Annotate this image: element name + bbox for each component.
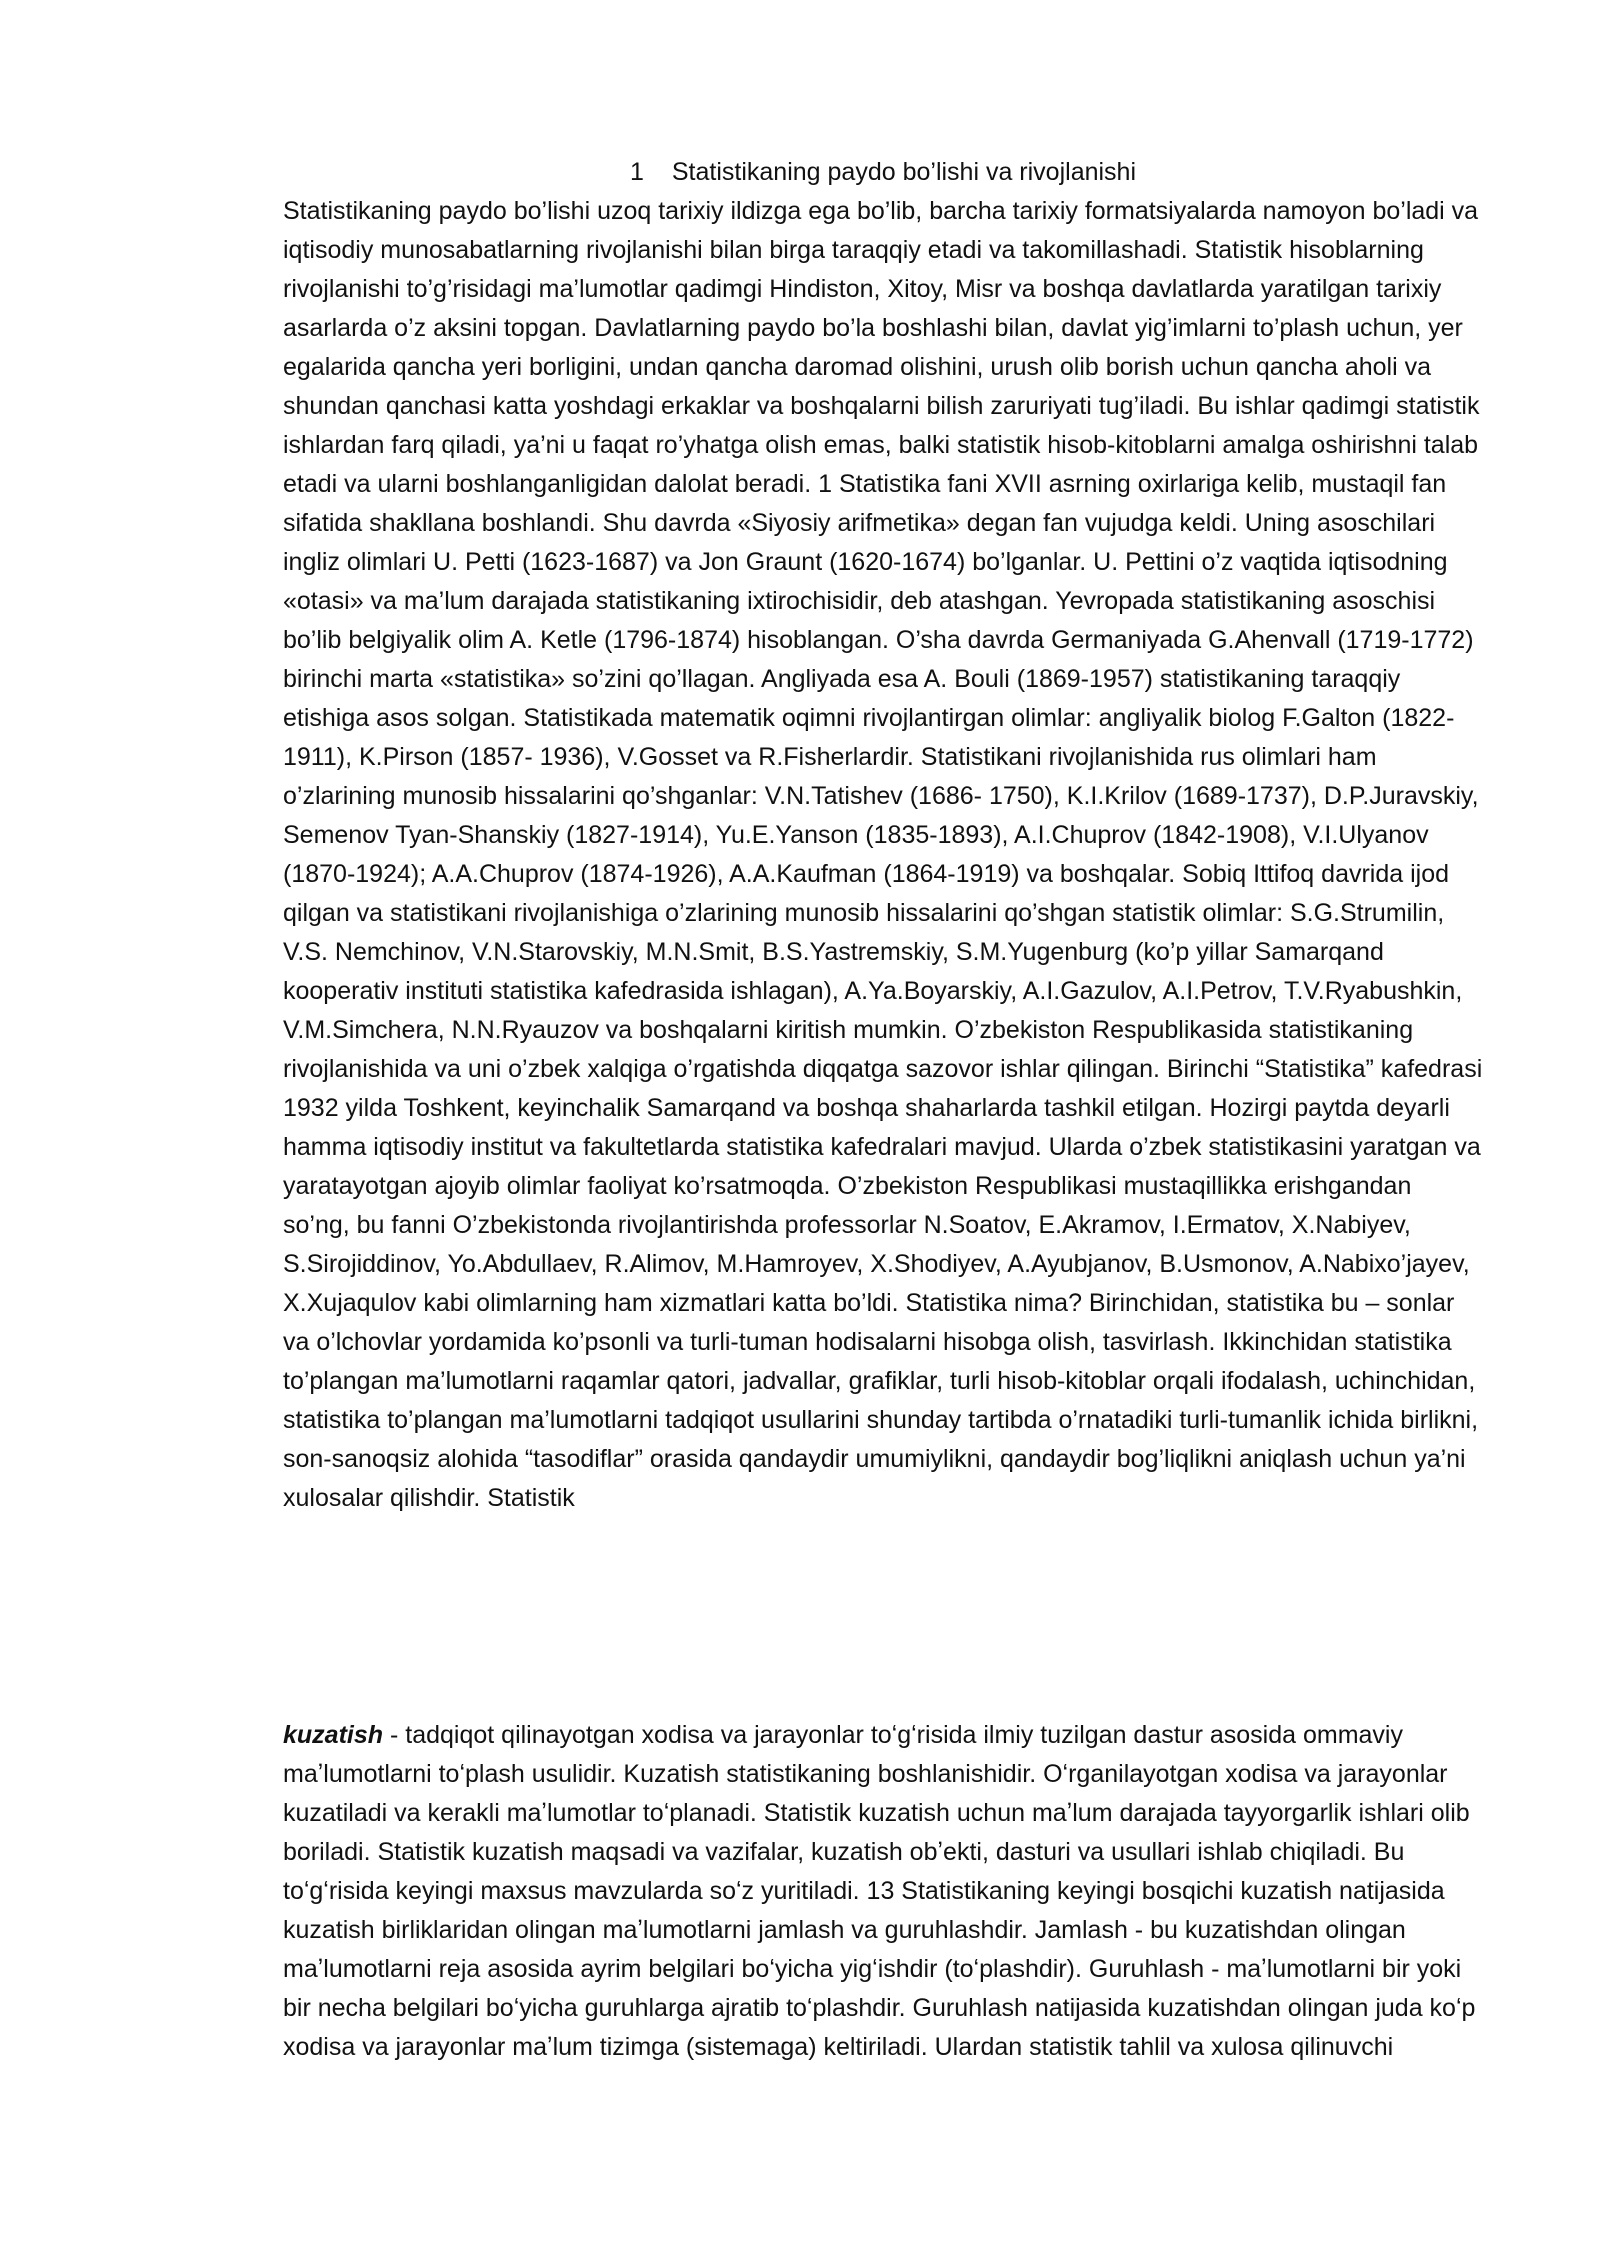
body-paragraph-observation [283, 1716, 1483, 2067]
defined-term: kuzatish [283, 1721, 384, 1749]
section-heading [283, 153, 1483, 192]
definition-text: - tadqiqot qilinayotgan xodisa va jarayonlar toʻgʻrisida ilmiy tuzilgan dastur asosida ommaviy maʼlumotlarni toʻplash usulidir. Kuzatish statistikaning boshlanishidir. Oʻrganilayotgan xodisa va jarayonlar kuzatiladi va kerakli maʼlumotlar toʻplanadi. Statistik kuzatish uchun maʼlum darajada tayyorgarlik ishlari olib boriladi. Statistik kuzatish maqsadi va vazifalar, kuzatish obʼekti, dasturi va usullari ishlab chiqiladi. Bu toʻgʻrisida keyingi maxsus mavzularda soʻz yuritiladi. 13 Statistikaning keyingi bosqichi kuzatish natijasida kuzatish birliklaridan olingan maʼlumotlarni jamlash va guruhlashdir. Jamlash - bu kuzatishdan olingan maʼlumotlarni reja asosida ayrim belgilari boʻyicha yigʻishdir (toʻplashdir). Guruhlash - maʼlumotlarni bir yoki bir necha belgilari boʻyicha guruhlarga ajratib toʻplashdir. Guruhlash natijasida kuzatishdan olingan juda koʻp xodisa va jarayonlar maʼlum tizimga (sistemaga) keltiriladi. Ulardan statistik tahlil va xulosa qilinuvchi [283, 1721, 1476, 2061]
section-title: Statistikaning paydo bo’lishi va rivojlanishi [671, 158, 1137, 186]
section-number: 1 [629, 158, 644, 186]
body-paragraph-history: Statistikaning paydo bo’lishi uzoq tarixiy ildizga ega bo’lib, barcha tarixiy formatsiyalarda namoyon bo’ladi va iqtisodiy munosabatlarning rivojlanishi bilan birga taraqqiy etadi va takomillashadi. Statistik hisoblarning rivojlanishi to’g’risidagi ma’lumotlar qadimgi Hindiston, Xitoy, Misr va boshqa davlatlarda yaratilgan tarixiy asarlarda o’z aksini topgan. Davlatlarning paydo bo’la boshlashi bilan, davlat yig’imlarni to’plash uchun, yer egalarida qancha yeri borligini, undan qancha daromad olishini, urush olib borish uchun qancha aholi va shundan qanchasi katta yoshdagi erkaklar va boshqalarni bilish zaruriyati tug’iladi. Bu ishlar qadimgi statistik ishlardan farq qiladi, ya’ni u faqat ro’yhatga olish emas, balki statistik hisob-kitoblarni amalga oshirishni talab etadi va ularni boshlanganligidan dalolat beradi. 1 Statistika fani XVII asrning oxirlariga kelib, mustaqil fan sifatida shakllana boshlandi. Shu davrda «Siyosiy arifmetika» degan fan vujudga keldi. Uning asoschilari ingliz olimlari U. Petti (1623-1687) va Jon Graunt (1620-1674) bo’lganlar. U. Pettini o’z vaqtida iqtisodning «otasi» va ma’lum darajada statistikaning ixtirochisidir, deb atashgan. Yevropada statistikaning asoschisi bo’lib belgiyalik olim A. Ketle (1796-1874) hisoblangan. O’sha davrda Germaniyada G.Ahenvall (1719-1772) birinchi marta «statistika» so’zini qo’llagan. Angliyada esa A. Bouli (1869-1957) statistikaning taraqqiy etishiga asos solgan. Statistikada matematik oqimni rivojlantirgan olimlar: angliyalik biolog F.Galton (1822-1911), K.Pirson (1857- 1936), V.Gosset va R.Fisherlardir. Statistikani rivojlanishida rus olimlari ham o’zlarining munosib hissalarini qo’shganlar: V.N.Tatishev (1686- 1750), K.I.Krilov (1689-1737), D.P.Juravskiy, Semenov Tyan-Shanskiy (1827-1914), Yu.E.Yanson (1835-1893), A.I.Chuprov (1842-1908), V.I.Ulyanov (1870-1924); A.A.Chuprov (1874-1926), A.A.Kaufman (1864-1919) va boshqalar. Sobiq Ittifoq davrida ijod qilgan va statistikani rivojlanishiga o’zlarining munosib hissalarini qo’shgan statistik olimlar: S.G.Strumilin, V.S. Nemchinov, V.N.Starovskiy, M.N.Smit, B.S.Yastremskiy, S.M.Yugenburg (ko’p yillar Samarqand kooperativ instituti statistika kafedrasida ishlagan), A.Ya.Boyarskiy, A.I.Gazulov, A.I.Petrov, T.V.Ryabushkin, V.M.Simchera, N.N.Ryauzov va boshqalarni kiritish mumkin. O’zbekiston Respublikasida statistikaning rivojlanishida va uni o’zbek xalqiga o’rgatishda diqqatga sazovor ishlar qilingan. Birinchi “Statistika” kafedrasi 1932 yilda Toshkent, keyinchalik Samarqand va boshqa shaharlarda tashkil etilgan. Hozirgi paytda deyarli hamma iqtisodiy institut va fakultetlarda statistika kafedralari mavjud. Ularda o’zbek statistikasini yaratgan va yaratayotgan ajoyib olimlar faoliyat ko’rsatmoqda. O’zbekiston Respublikasi mustaqillikka erishgandan so’ng, bu fanni O’zbekistonda rivojlantirishda professorlar N.Soatov, E.Akramov, I.Ermatov, X.Nabiyev, S.Sirojiddinov, Yo.Abdullaev, R.Alimov, M.Hamroyev, X.Shodiyev, A.Ayubjanov, B.Usmonov, A.Nabixo’jayev, X.Xujaqulov kabi olimlarning ham xizmatlari katta bo’ldi. Statistika nima? Birinchidan, statistika bu – sonlar va o’lchovlar yordamida ko’psonli va turli-tuman hodisalarni hisobga olish, tasvirlash. Ikkinchidan statistika to’plangan ma’lumotlarni raqamlar qatori, jadvallar, grafiklar, turli hisob-kitoblar orqali ifodalash, uchinchidan, statistika to’plangan ma’lumotlarni tadqiqot usullarini shunday tartibda o’rnatadiki turli-tumanlik ichida birlikni, son-sanoqsiz alohida “tasodiflar” orasida qandaydir umumiylikni, qandaydir bog’liqlikni aniqlash uchun ya’ni xulosalar qilishdir. Statistik [283, 197, 1483, 1512]
